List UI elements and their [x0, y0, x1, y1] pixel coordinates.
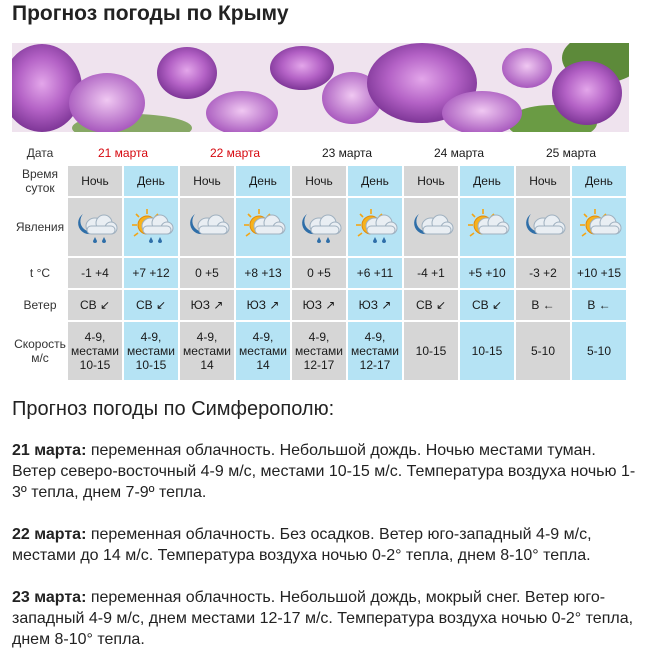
speed-cell: 4-9, местами 10-15 [68, 322, 122, 380]
tod-cell: День [572, 166, 626, 196]
date-cell: 23 марта [292, 142, 402, 164]
wind-speed-row [14, 322, 626, 380]
section-title: Прогноз погоды по Симферополю: [12, 398, 335, 420]
date-cell: 25 марта [516, 142, 626, 164]
wind-cell: ЮЗ ↗ [236, 290, 290, 320]
row-label-wind: Ветер [14, 290, 66, 320]
temp-cell: -1 +4 [68, 258, 122, 288]
date-row [14, 142, 626, 164]
sun-cloud-icon [575, 206, 623, 249]
moon-cloud-icon [519, 206, 567, 249]
speed-cell: 4-9, местами 12-17 [292, 322, 346, 380]
wind-cell: ЮЗ ↗ [348, 290, 402, 320]
tod-cell: День [236, 166, 290, 196]
row-label-date: Дата [14, 142, 66, 164]
temp-cell: 0 +5 [292, 258, 346, 288]
temp-cell: +7 +12 [124, 258, 178, 288]
temp-cell: +10 +15 [572, 258, 626, 288]
wind-cell: В ← [516, 290, 570, 320]
tod-cell: Ночь [180, 166, 234, 196]
lilac-banner-image [12, 43, 629, 132]
date-cell: 24 марта [404, 142, 514, 164]
sun-cloud-rain-icon [351, 206, 399, 249]
forecast-paragraph [12, 524, 637, 566]
speed-cell: 5-10 [572, 322, 626, 380]
speed-cell: 4-9, местами 12-17 [348, 322, 402, 380]
speed-cell: 4-9, местами 14 [236, 322, 290, 380]
icon-cell [460, 198, 514, 256]
icon-cell [292, 198, 346, 256]
wind-cell: В ← [572, 290, 626, 320]
sun-cloud-rain-icon [127, 206, 175, 249]
wind-cell: СВ ↙ [68, 290, 122, 320]
tod-cell: День [460, 166, 514, 196]
temp-cell: 0 +5 [180, 258, 234, 288]
forecast-table [12, 140, 628, 382]
moon-cloud-icon [407, 206, 455, 249]
page-title: Прогноз погоды по Крыму [12, 2, 289, 25]
date-cell: 21 марта [68, 142, 178, 164]
icon-cell [572, 198, 626, 256]
paragraph-text: переменная облачность. Без осадков. Ветер юго-западный 4-9 м/с, местами до 14 м/с. Температура воздуха ночью 0-2° тепла, днем 8-10° тепла. [12, 526, 592, 564]
time-of-day-row [14, 166, 626, 196]
speed-cell: 10-15 [404, 322, 458, 380]
date-cell: 22 марта [180, 142, 290, 164]
wind-cell: ЮЗ ↗ [292, 290, 346, 320]
moon-cloud-rain-icon [295, 206, 343, 249]
forecast-paragraph [12, 440, 637, 503]
moon-cloud-icon [183, 206, 231, 249]
tod-cell: Ночь [404, 166, 458, 196]
paragraph-date: 21 марта: [12, 442, 87, 459]
wind-cell: СВ ↙ [124, 290, 178, 320]
temp-cell: +8 +13 [236, 258, 290, 288]
temp-cell: -3 +2 [516, 258, 570, 288]
moon-cloud-rain-icon [71, 206, 119, 249]
row-label-phenomena: Явления [14, 198, 66, 256]
row-label-speed: Скорость м/с [14, 322, 66, 380]
paragraph-date: 23 марта: [12, 589, 87, 606]
phenomena-row [14, 198, 626, 256]
tod-cell: Ночь [68, 166, 122, 196]
sun-cloud-icon [463, 206, 511, 249]
wind-cell: СВ ↙ [404, 290, 458, 320]
tod-cell: Ночь [292, 166, 346, 196]
icon-cell [404, 198, 458, 256]
icon-cell [348, 198, 402, 256]
paragraph-text: переменная облачность. Небольшой дождь, мокрый снег. Ветер юго-западный 4-9 м/с, днем местами 12-17 м/с. Температура воздуха ночью 0-2° тепла, днем 8-10° тепла. [12, 589, 634, 648]
paragraph-text: переменная облачность. Небольшой дождь. Ночью местами туман. Ветер северо-восточный 4-9 м/с, местами 10-15 м/с. Температура воздуха ночью 1-3º тепла, днем 7-9º тепла. [12, 442, 636, 501]
speed-cell: 4-9, местами 14 [180, 322, 234, 380]
temp-cell: -4 +1 [404, 258, 458, 288]
tod-cell: Ночь [516, 166, 570, 196]
speed-cell: 4-9, местами 10-15 [124, 322, 178, 380]
temp-cell: +5 +10 [460, 258, 514, 288]
icon-cell [236, 198, 290, 256]
forecast-paragraph [12, 587, 637, 650]
sun-cloud-icon [239, 206, 287, 249]
row-label-time-of-day: Время суток [14, 166, 66, 196]
tod-cell: День [348, 166, 402, 196]
icon-cell [180, 198, 234, 256]
icon-cell [68, 198, 122, 256]
temp-cell: +6 +11 [348, 258, 402, 288]
paragraph-date: 22 марта: [12, 526, 87, 543]
wind-cell: СВ ↙ [460, 290, 514, 320]
speed-cell: 5-10 [516, 322, 570, 380]
tod-cell: День [124, 166, 178, 196]
wind-row [14, 290, 626, 320]
icon-cell [124, 198, 178, 256]
speed-cell: 10-15 [460, 322, 514, 380]
row-label-temp: t °C [14, 258, 66, 288]
wind-cell: ЮЗ ↗ [180, 290, 234, 320]
temperature-row [14, 258, 626, 288]
icon-cell [516, 198, 570, 256]
